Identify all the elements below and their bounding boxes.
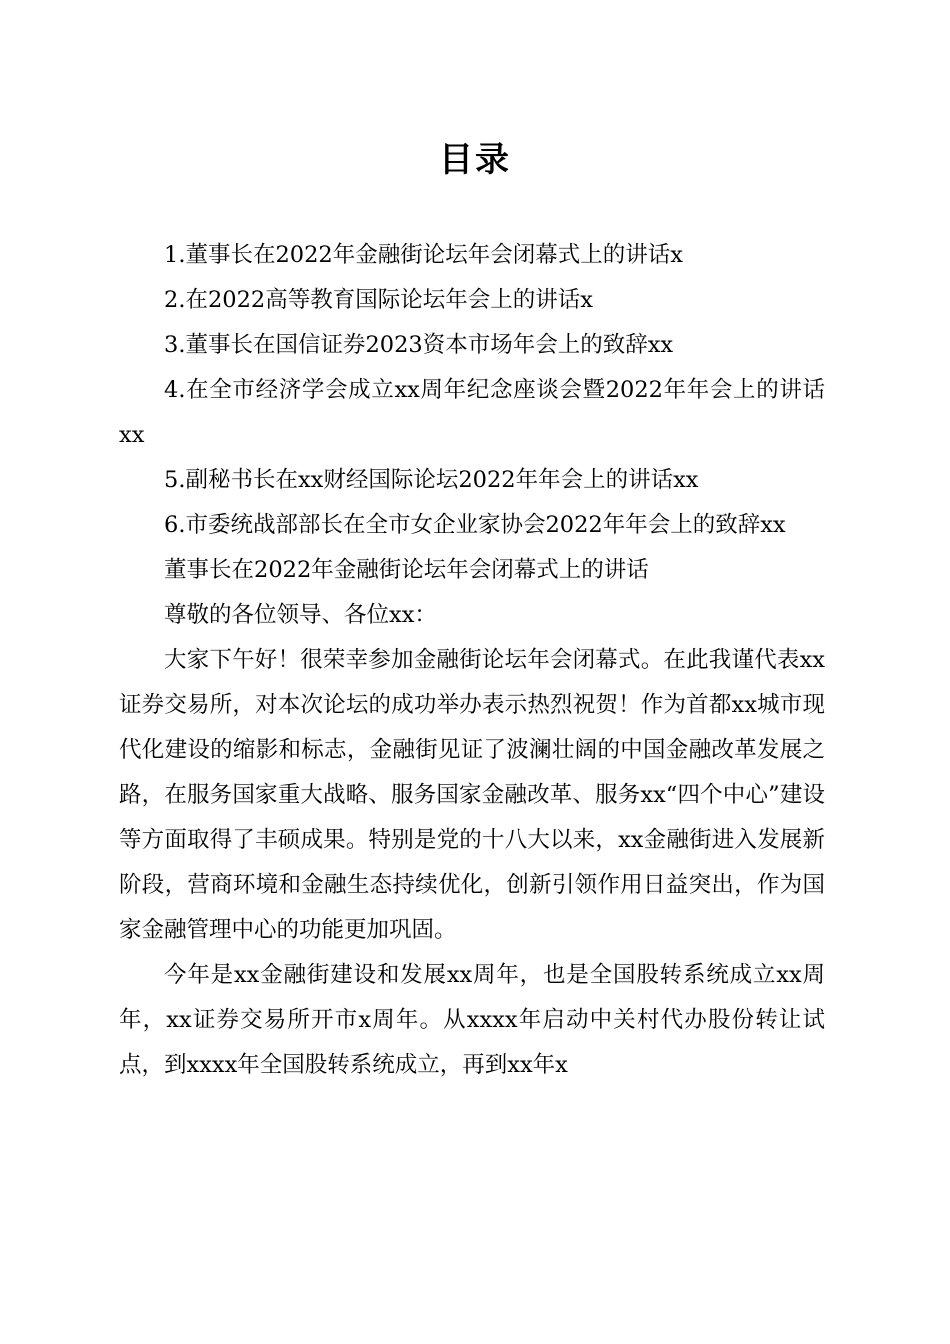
body-paragraph: 今年是xx金融街建设和发展xx周年，也是全国股转系统成立xx周年，xx证券交易所开市x周年。从xxxx年启动中关村代办股份转让试点，到xxxx年全国股转系统成立，再到xx年x	[119, 962, 825, 1078]
toc-item: 6.市委统战部部长在全市女企业家协会2022年年会上的致辞xx	[164, 512, 786, 538]
page-title: 目录	[439, 140, 511, 180]
toc-item: 4.在全市经济学会成立xx周年纪念座谈会暨2022年年会上的讲话xx	[119, 377, 825, 448]
toc-item: 1.董事长在2022年金融街论坛年会闭幕式上的讲话x	[164, 242, 683, 268]
speech-title: 董事长在2022年金融街论坛年会闭幕式上的讲话	[164, 557, 649, 583]
salutation: 尊敬的各位领导、各位xx：	[164, 602, 437, 628]
toc-item: 2.在2022高等教育国际论坛年会上的讲话x	[164, 287, 593, 313]
toc-item: 3.董事长在国信证券2023资本市场年会上的致辞xx	[164, 332, 674, 358]
body-paragraph: 大家下午好！很荣幸参加金融街论坛年会闭幕式。在此我谨代表xx证券交易所，对本次论坛的成功举办表示热烈祝贺！作为首都xx城市现代化建设的缩影和标志，金融街见证了波澜壮阔的中国金融改革发展之路，在服务国家重大战略、服务国家金融改革、服务xx“四个中心”建设等方面取得了丰硕成果。特别是党的十八大以来，xx金融街进入发展新阶段，营商环境和金融生态持续优化，创新引领作用日益突出，作为国家金融管理中心的功能更加巩固。	[119, 647, 825, 943]
toc-item: 5.副秘书长在xx财经国际论坛2022年年会上的讲话xx	[164, 467, 699, 493]
document-body	[119, 233, 825, 1088]
